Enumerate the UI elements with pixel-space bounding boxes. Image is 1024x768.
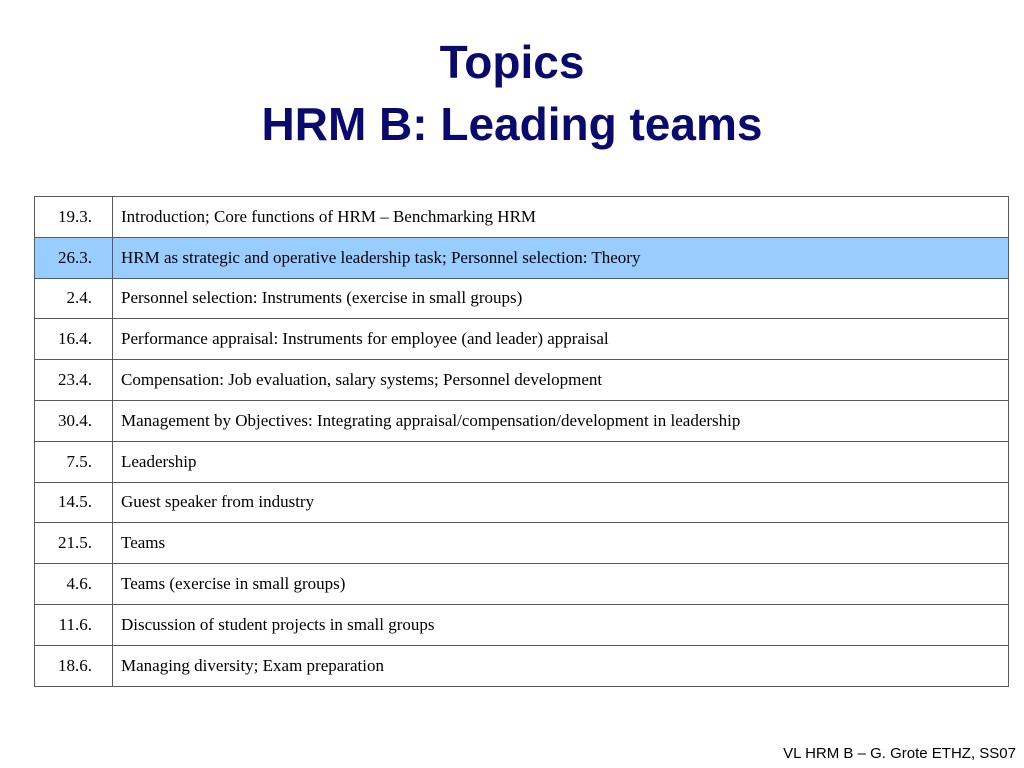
row-date: 19.3. <box>35 197 113 238</box>
table-row-highlighted <box>35 237 1009 278</box>
table-row <box>35 278 1009 319</box>
table-row <box>35 604 1009 645</box>
table-row <box>35 645 1009 686</box>
row-date: 23.4. <box>35 360 113 401</box>
row-date: 21.5. <box>35 523 113 564</box>
row-topic: Management by Objectives: Integrating appraisal/compensation/development in leadership <box>113 400 1009 441</box>
row-topic: HRM as strategic and operative leadership task; Personnel selection: Theory <box>113 237 1009 278</box>
row-topic: Guest speaker from industry <box>113 482 1009 523</box>
row-date: 18.6. <box>35 645 113 686</box>
row-date: 2.4. <box>35 278 113 319</box>
table-row <box>35 564 1009 605</box>
table-row <box>35 441 1009 482</box>
row-topic: Compensation: Job evaluation, salary systems; Personnel development <box>113 360 1009 401</box>
row-topic: Leadership <box>113 441 1009 482</box>
row-date: 11.6. <box>35 604 113 645</box>
table-row <box>35 360 1009 401</box>
schedule-table <box>34 196 1009 687</box>
row-date: 30.4. <box>35 400 113 441</box>
row-topic: Personnel selection: Instruments (exercise in small groups) <box>113 278 1009 319</box>
row-date: 4.6. <box>35 564 113 605</box>
row-date: 26.3. <box>35 237 113 278</box>
row-topic: Teams <box>113 523 1009 564</box>
table-row <box>35 400 1009 441</box>
slide-title-line1: Topics <box>439 36 585 88</box>
table-row <box>35 197 1009 238</box>
row-date: 14.5. <box>35 482 113 523</box>
table-row <box>35 523 1009 564</box>
slide-title-line2: HRM B: Leading teams <box>261 98 763 150</box>
row-topic: Performance appraisal: Instruments for employee (and leader) appraisal <box>113 319 1009 360</box>
row-topic: Introduction; Core functions of HRM – Benchmarking HRM <box>113 197 1009 238</box>
row-topic: Teams (exercise in small groups) <box>113 564 1009 605</box>
row-date: 16.4. <box>35 319 113 360</box>
row-topic: Managing diversity; Exam preparation <box>113 645 1009 686</box>
row-date: 7.5. <box>35 441 113 482</box>
table-row <box>35 482 1009 523</box>
table-row <box>35 319 1009 360</box>
row-topic: Discussion of student projects in small groups <box>113 604 1009 645</box>
slide-footer: VL HRM B – G. Grote ETHZ, SS07 <box>783 745 1016 762</box>
